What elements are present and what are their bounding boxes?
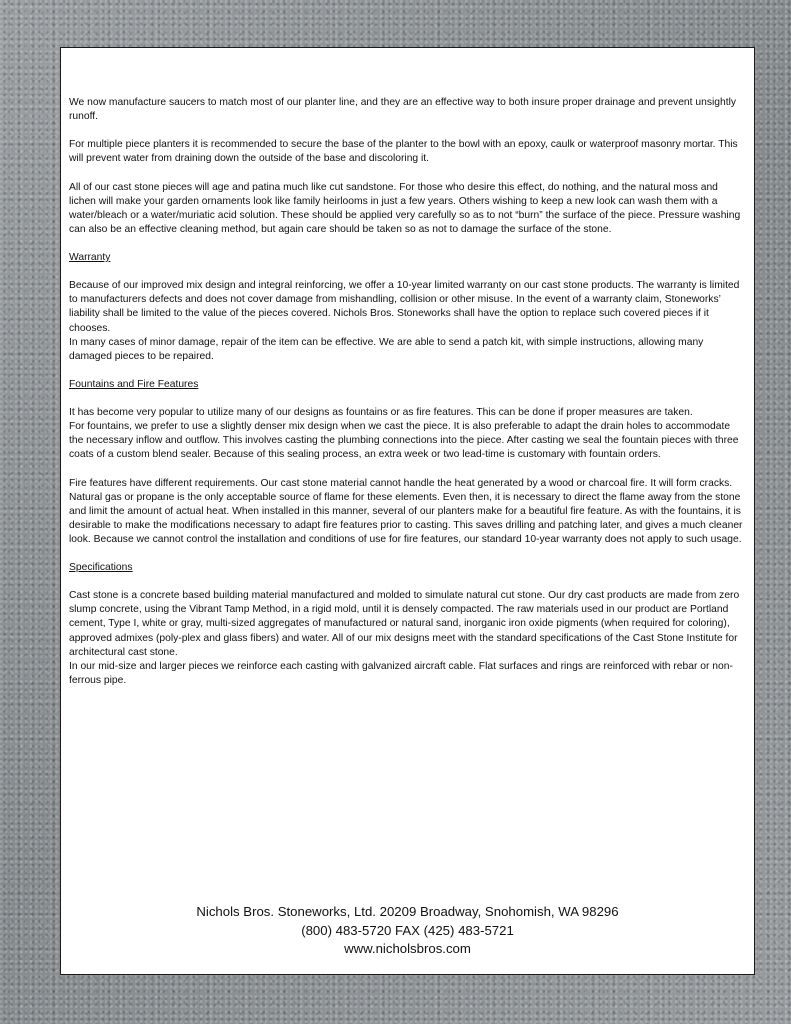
fountains-heading: Fountains and Fire Features	[69, 378, 199, 390]
intro-paragraph-multi-piece: For multiple piece planters it is recommended to secure the base of the planter to the bowl with an epoxy, caulk or waterproof masonry mortar. This will prevent water from draining down the outside of the base and discoloring it.	[69, 139, 738, 165]
fountains-paragraph: For fountains, we prefer to use a slightly denser mix design when we cast the piece. It is also preferable to adapt the drain holes to accommodate the necessary inflow and outflow. This involves casting the plumbing connections into the piece. After casting we seal the fountain pieces with three coats of a custom blend sealer. Because of this sealing process, an extra week or two lead-time is customary with fountain orders.	[69, 421, 739, 461]
company-phone-fax: (800) 483-5720 FAX (425) 483-5721	[301, 922, 514, 938]
warranty-paragraph: Because of our improved mix design and integral reinforcing, we offer a 10-year limited warranty on our cast stone products. The warranty is limited to manufacturers defects and does not cover damage from mishandling, collision or other misuse. In the event of a warranty claim, Stoneworks’ liability shall be limited to the value of the pieces covered. Nichols Bros. Stoneworks shall have the option to replace such covered pieces if it chooses.	[69, 280, 740, 334]
company-website: www.nicholsbros.com	[344, 941, 471, 956]
company-address: Nichols Bros. Stoneworks, Ltd. 20209 Broadway, Snohomish, WA 98296	[196, 904, 619, 919]
document-body	[69, 96, 745, 702]
warranty-heading: Warranty	[69, 252, 111, 264]
specifications-heading: Specifications	[69, 562, 133, 574]
fountains-intro-paragraph: It has become very popular to utilize many of our designs as fountains or as fire features. This can be done if proper measures are taken.	[69, 407, 693, 419]
company-footer	[61, 903, 754, 959]
fire-features-paragraph: Fire features have different requirements. Our cast stone material cannot handle the heat generated by a wood or charcoal fire. It will form cracks. Natural gas or propane is the only acceptable source of flame for these elements. Even then, it is necessary to direct the flame away from the stone and limit the amount of actual heat. When installed in this manner, several of our planters make for a beautiful fire feature. As with the fountains, it is desirable to make the modifications necessary to adapt fire features prior to casting. This saves drilling and patching later, and gives a much cleaner look. Because we cannot control the installation and conditions of use for fire features, our standard 10-year warranty does not apply to such usage.	[69, 477, 743, 545]
reinforcement-paragraph: In our mid-size and larger pieces we reinforce each casting with galvanized aircraft cable. Flat surfaces and rings are reinforced with rebar or non-ferrous pipe.	[69, 660, 733, 686]
intro-paragraph-saucers: We now manufacture saucers to match most of our planter line, and they are an effective way to both insure proper drainage and prevent unsightly runoff.	[69, 97, 737, 123]
specifications-paragraph: Cast stone is a concrete based building material manufactured and molded to simulate natural cut stone. Our dry cast products are made from zero slump concrete, using the Vibrant Tamp Method, in a rigid mold, until it is densely compacted. The raw materials used in our product are Portland cement, Type I, white or gray, multi-sized aggregates of manufactured or natural sand, inorganic iron oxide pigments (when required for coloring), approved admixes (poly-plex and glass fibers) and water. All of our mix designs meet with the standard specifications of the Cast Stone Institute for architectural cast stone.	[69, 590, 740, 658]
document-page	[60, 47, 755, 975]
warranty-repair-paragraph: In many cases of minor damage, repair of the item can be effective. We are able to send a patch kit, with simple instructions, allowing many damaged pieces to be repaired.	[69, 336, 704, 362]
intro-paragraph-patina: All of our cast stone pieces will age and patina much like cut sandstone. For those who desire this effect, do nothing, and the natural moss and lichen will make your garden ornaments look like family heirlooms in just a few years. Others wishing to keep a new look can wash them with a water/bleach or a water/muriatic acid solution. These should be applied very carefully so as to not “burn” the surface of the piece. Pressure washing can also be an effective cleaning method, but again care should be taken so as not to damage the surface of the stone.	[69, 181, 741, 235]
